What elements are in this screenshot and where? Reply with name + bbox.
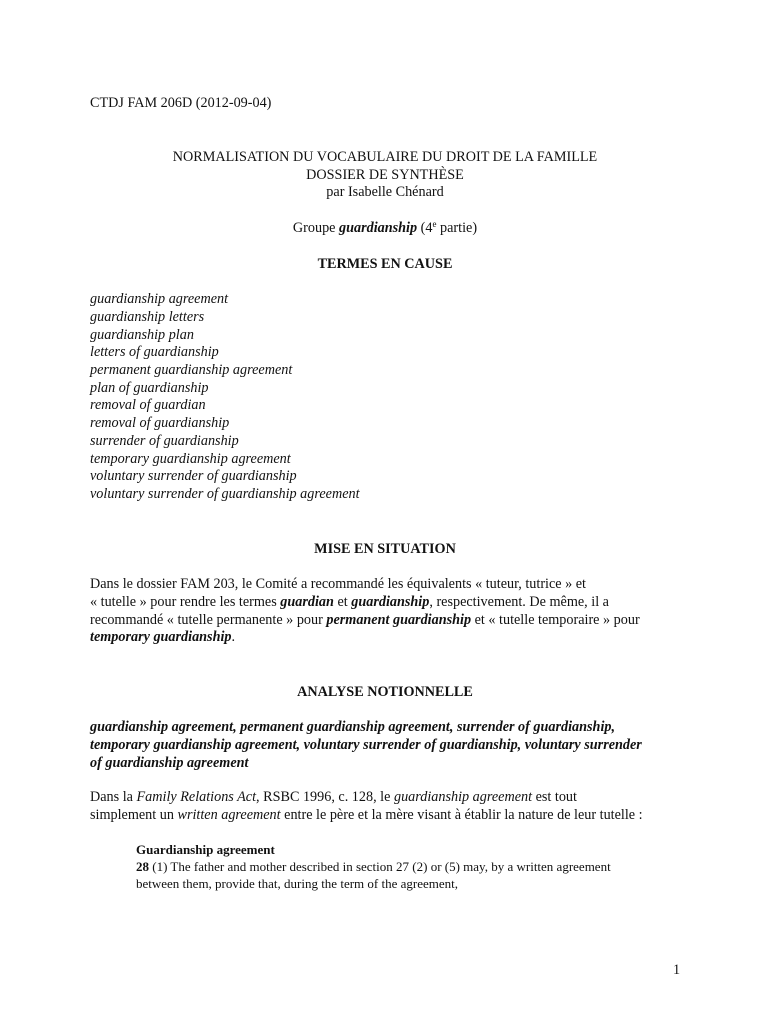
mise-en-situation-paragraph: [90, 576, 690, 647]
term-permanent-guardianship: permanent guardianship: [326, 611, 472, 628]
text-run: , respectivement. De même, il a: [429, 593, 609, 610]
heading-line: of guardianship agreement: [90, 754, 249, 771]
paragraph-line: [90, 789, 690, 807]
text-run: simplement un: [90, 806, 178, 823]
statute-quote: [136, 841, 696, 892]
heading-line: guardianship agreement, permanent guardianship agreement, surrender of guardianship,: [90, 719, 616, 735]
term-written-agreement: written agreement: [177, 806, 281, 823]
list-item: voluntary surrender of guardianship agreement: [90, 486, 360, 502]
page-number: 1: [673, 962, 681, 978]
text-run: et: [333, 593, 352, 610]
term-guardianship: guardianship: [351, 593, 430, 610]
list-item: guardianship plan: [90, 327, 194, 343]
heading-line: temporary guardianship agreement, voluntary surrender of guardianship, voluntary surrender: [90, 736, 642, 753]
text-run: .: [231, 629, 236, 646]
list-item: surrender of guardianship: [90, 433, 239, 449]
group-prefix: Groupe: [292, 220, 340, 236]
group-term: guardianship: [339, 220, 418, 236]
paragraph-line: Dans le dossier FAM 203, le Comité a recommandé les équivalents « tuteur, tutrice » et: [90, 576, 586, 592]
section-heading-analyse: ANALYSE NOTIONNELLE: [297, 684, 473, 700]
act-title: Family Relations Act: [136, 789, 257, 805]
term-guardian: guardian: [280, 593, 334, 610]
list-item: permanent guardianship agreement: [90, 362, 293, 378]
paragraph-line: [90, 629, 690, 647]
list-item: voluntary surrender of guardianship: [90, 468, 297, 484]
list-item: removal of guardianship: [90, 415, 230, 431]
paragraph-line: [90, 807, 690, 825]
quote-title: Guardianship agreement: [136, 842, 275, 857]
analyse-terms-heading: [90, 719, 690, 772]
group-line: [0, 220, 770, 238]
text-run: et « tutelle temporaire » pour: [471, 611, 640, 628]
list-item: temporary guardianship agreement: [90, 451, 291, 467]
list-item: removal of guardian: [90, 397, 206, 413]
group-paren-open: (4: [417, 220, 433, 236]
text-run: Dans la: [90, 789, 137, 805]
text-run: , RSBC 1996, c. 128, le: [256, 789, 394, 805]
quote-line: between them, provide that, during the term of the agreement,: [136, 876, 458, 891]
group-paren-close: partie): [436, 220, 478, 236]
section-number: 28: [136, 859, 149, 874]
text-run: est tout: [532, 789, 577, 805]
term-guardianship-agreement: guardianship agreement: [393, 789, 533, 805]
group-superscript: e: [432, 219, 437, 229]
list-item: plan of guardianship: [90, 380, 209, 396]
text-run: (1) The father and mother described in section 27 (2) or (5) may, by a written agreement: [149, 859, 611, 874]
list-item: guardianship letters: [90, 309, 205, 325]
list-item: letters of guardianship: [90, 344, 219, 360]
analyse-paragraph: [90, 789, 690, 825]
title-author: par Isabelle Chénard: [326, 184, 444, 200]
text-run: entre le père et la mère visant à établir la nature de leur tutelle :: [280, 806, 643, 823]
quote-line: [136, 858, 696, 875]
term-temporary-guardianship: temporary guardianship: [90, 629, 232, 646]
title-line-1: NORMALISATION DU VOCABULAIRE DU DROIT DE LA FAMILLE: [172, 149, 598, 165]
list-item: guardianship agreement: [90, 291, 229, 307]
text-run: « tutelle » pour rendre les termes: [90, 593, 281, 610]
section-heading-termes: TERMES EN CAUSE: [317, 256, 453, 272]
text-run: recommandé « tutelle permanente » pour: [90, 611, 327, 628]
paragraph-line: [90, 594, 690, 612]
section-heading-mise: MISE EN SITUATION: [314, 541, 456, 557]
title-line-2: DOSSIER DE SYNTHÈSE: [306, 167, 464, 183]
paragraph-line: [90, 612, 690, 630]
document-reference: CTDJ FAM 206D (2012-09-04): [90, 95, 272, 111]
